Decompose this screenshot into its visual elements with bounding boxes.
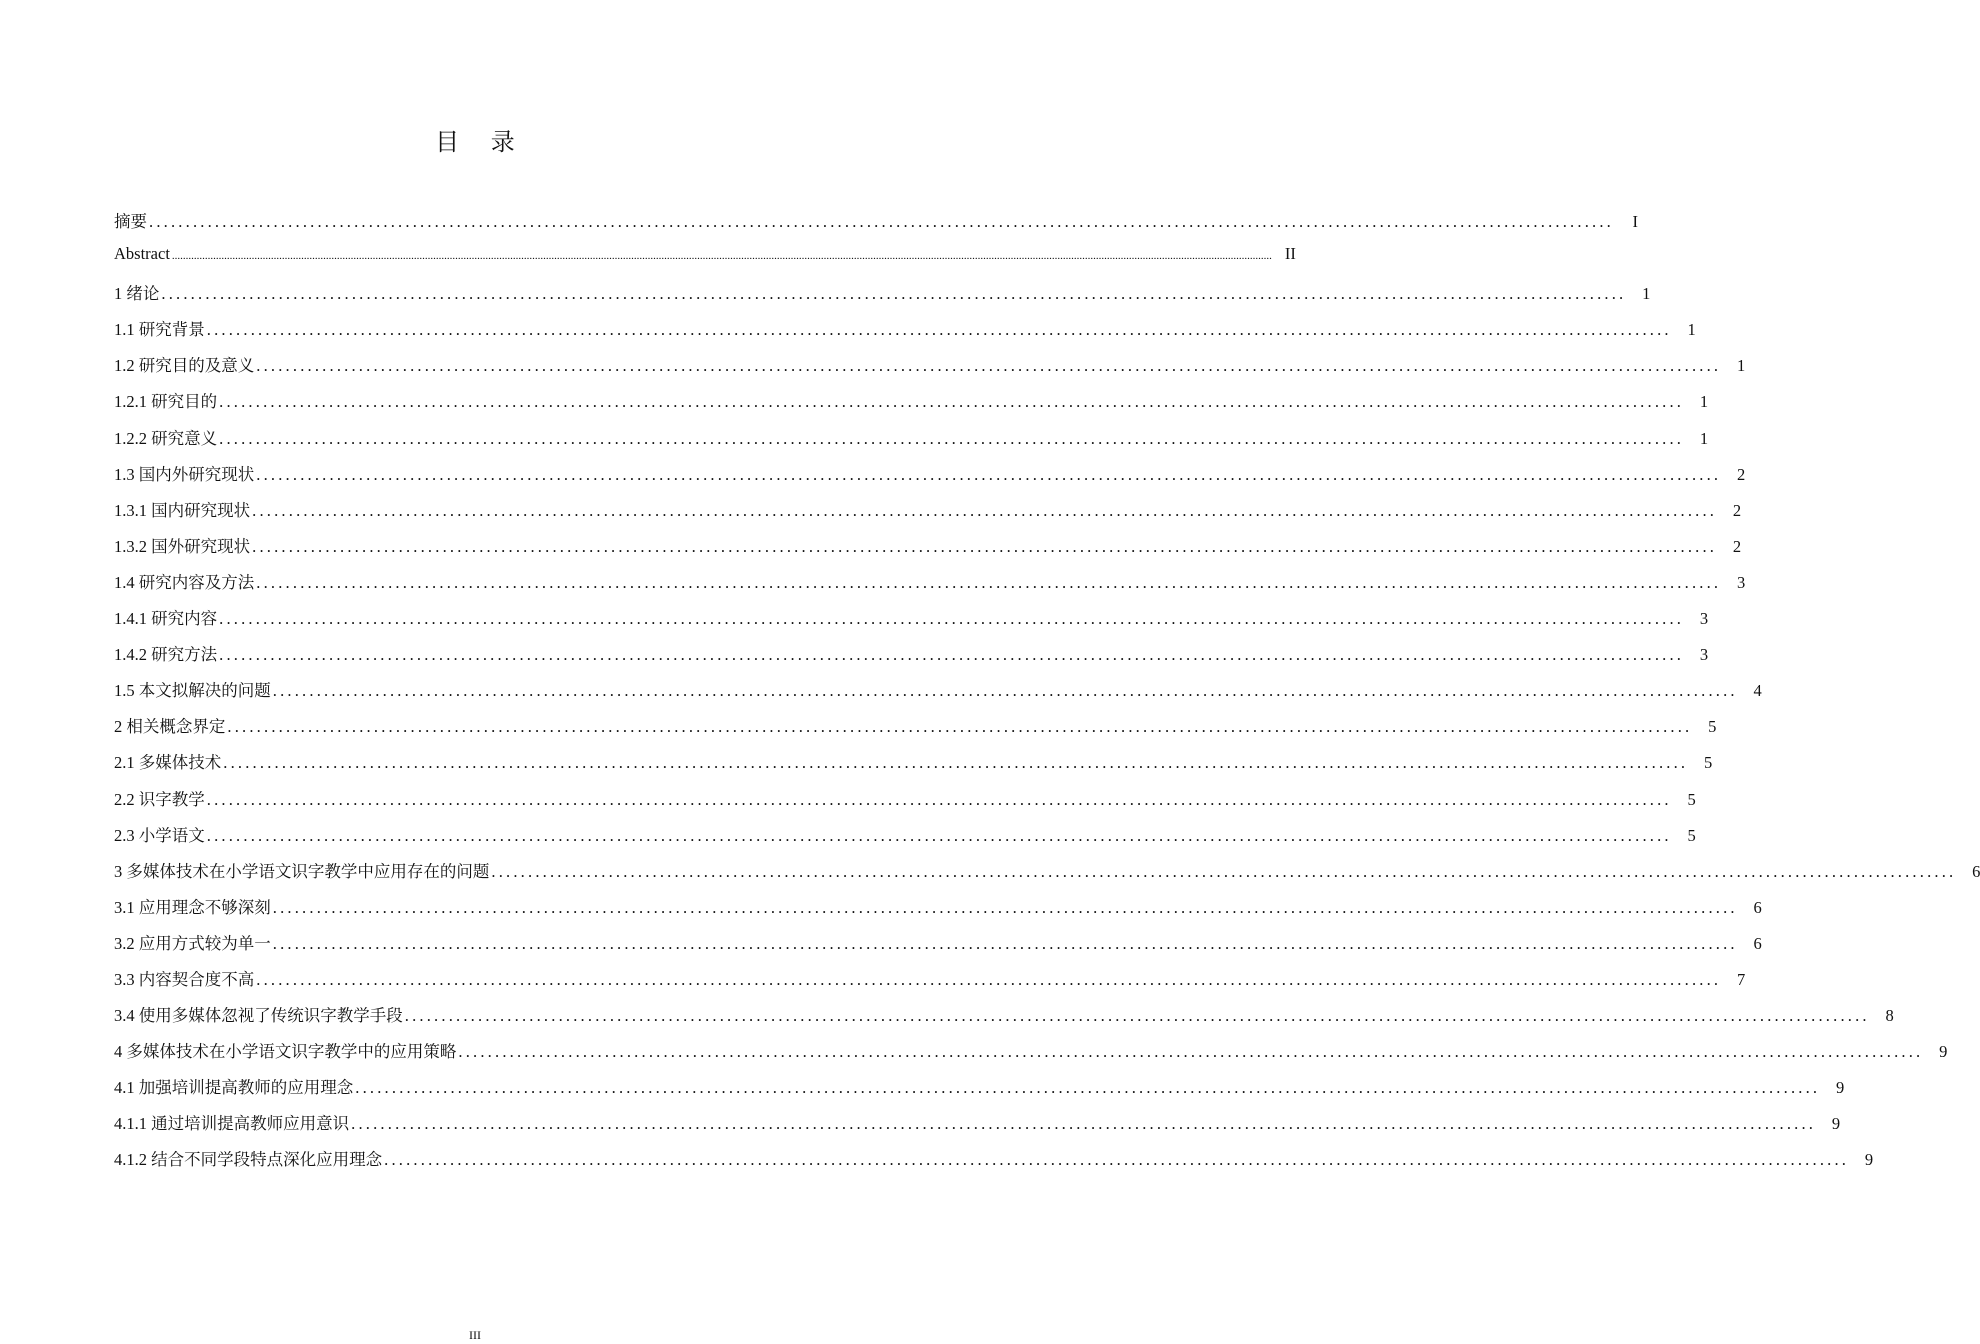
toc-entry-page-number: 1 [1699, 392, 1709, 412]
toc-dot-leader: ........................................................................................................................................................................................................ [206, 789, 1672, 809]
toc-entry-page-number: 5 [1687, 789, 1696, 809]
toc-list [114, 208, 1980, 1183]
toc-entry[interactable] [114, 208, 1638, 244]
toc-entry-page-number: 7 [1737, 969, 1746, 989]
toc-dot-leader: ................................................................................................................................................................................................................................................................................................................................................................................................................ [171, 250, 1272, 263]
toc-dot-leader: ........................................................................................................................................................................................................ [256, 969, 1722, 989]
toc-entry[interactable] [114, 388, 1709, 424]
toc-entry-label: 3 多媒体技术在小学语文识字教学中应用存在的问题 [114, 861, 490, 881]
toc-entry-page-number: 2 [1732, 536, 1742, 556]
toc-dot-leader: ........................................................................................................................................................................................................ [256, 356, 1722, 376]
toc-entry[interactable] [114, 533, 1742, 569]
toc-dot-leader: ........................................................................................................................................................................................................ [227, 717, 1693, 737]
toc-title: 目 录 [435, 128, 527, 156]
toc-entry-label: 摘要 [114, 212, 147, 231]
toc-entry-label: 1.2 研究目的及意义 [114, 356, 255, 376]
toc-entry-label: 2.3 小学语文 [114, 825, 205, 845]
toc-entry-page-number: 1 [1699, 428, 1709, 448]
toc-entry-page-number: 3 [1699, 609, 1709, 629]
toc-entry-label: 1.3.1 国内研究现状 [114, 500, 251, 520]
toc-entry-page-number: 9 [1831, 1114, 1841, 1134]
toc-dot-leader: ........................................................................................................................................................................................................ [351, 1114, 1817, 1134]
toc-entry[interactable] [114, 316, 1696, 352]
toc-entry[interactable] [114, 713, 1717, 749]
toc-entry[interactable] [114, 605, 1709, 641]
toc-entry-label: 3.4 使用多媒体忽视了传统识字教学手段 [114, 1006, 403, 1026]
toc-entry-page-number: 5 [1687, 825, 1696, 845]
toc-entry-label: Abstract [114, 244, 170, 264]
toc-entry-label: 2.1 多媒体技术 [114, 753, 222, 773]
toc-entry-page-number: II [1284, 244, 1296, 264]
toc-entry[interactable] [114, 497, 1742, 533]
toc-entry-label: 2 相关概念界定 [114, 717, 226, 737]
toc-entry-label: 3.2 应用方式较为单一 [114, 933, 271, 953]
toc-entry-label: 1.2.2 研究意义 [114, 428, 218, 448]
toc-entry-page-number: 1 [1687, 320, 1696, 340]
toc-dot-leader: ........................................................................................................................................................................................................ [206, 825, 1672, 845]
toc-entry-page-number: 6 [1753, 933, 1762, 953]
toc-dot-leader: ........................................................................................................................................................................................................ [272, 897, 1738, 917]
toc-entry[interactable] [114, 749, 1713, 785]
toc-entry-page-number: 9 [1939, 1042, 1948, 1062]
toc-entry[interactable] [114, 1146, 1874, 1182]
toc-dot-leader: ........................................................................................................................................................................................................ [219, 609, 1685, 629]
toc-entry-page-number: 9 [1836, 1078, 1845, 1098]
toc-entry-label: 4.1.1 通过培训提高教师应用意识 [114, 1114, 350, 1134]
toc-entry[interactable] [114, 461, 1746, 497]
toc-entry-page-number: 6 [1753, 897, 1762, 917]
toc-dot-leader: ........................................................................................................................................................................................................ [355, 1078, 1821, 1098]
toc-entry-page-number: I [1632, 212, 1638, 231]
toc-entry[interactable] [114, 930, 1762, 966]
toc-dot-leader: ........................................................................................................................................................................................................ [219, 645, 1685, 665]
toc-entry-page-number: 1 [1642, 284, 1651, 304]
toc-dot-leader: ........................................................................................................................................................................................................ [384, 1150, 1850, 1170]
toc-entry[interactable] [114, 1110, 1841, 1146]
toc-dot-leader: ........................................................................................................................................................................................................ [223, 753, 1689, 773]
toc-entry-label: 4.1 加强培训提高教师的应用理念 [114, 1078, 354, 1098]
toc-entry[interactable] [114, 280, 1651, 316]
toc-entry-page-number: 1 [1737, 356, 1746, 376]
toc-entry[interactable] [114, 244, 1296, 280]
toc-entry[interactable] [114, 894, 1762, 930]
toc-dot-leader: ........................................................................................................................................................................................................ [256, 464, 1722, 484]
toc-entry-page-number: 8 [1885, 1006, 1894, 1026]
toc-dot-leader: ........................................................................................................................................................................................................ [149, 212, 1614, 231]
toc-entry-label: 3.1 应用理念不够深刻 [114, 897, 271, 917]
toc-entry[interactable] [114, 425, 1709, 461]
toc-dot-leader: ........................................................................................................................................................................................................ [256, 572, 1722, 592]
toc-entry[interactable] [114, 966, 1746, 1002]
toc-entry-page-number: 4 [1753, 681, 1762, 701]
toc-entry-page-number: 5 [1704, 753, 1713, 773]
toc-dot-leader: ........................................................................................................................................................................................................ [161, 284, 1627, 304]
toc-entry-label: 4 多媒体技术在小学语文识字教学中的应用策略 [114, 1042, 457, 1062]
toc-entry-label: 1.4.2 研究方法 [114, 645, 218, 665]
toc-dot-leader: ........................................................................................................................................................................................................ [219, 392, 1685, 412]
toc-entry[interactable] [114, 858, 1980, 894]
toc-entry-page-number: 2 [1737, 464, 1746, 484]
toc-entry-label: 1.4.1 研究内容 [114, 609, 218, 629]
toc-dot-leader: ........................................................................................................................................................................................................ [219, 428, 1685, 448]
toc-dot-leader: ........................................................................................................................................................................................................ [272, 933, 1738, 953]
toc-entry[interactable] [114, 569, 1746, 605]
toc-entry[interactable] [114, 786, 1696, 822]
footer-page-number: III [469, 1328, 481, 1342]
toc-entry-label: 1.4 研究内容及方法 [114, 572, 255, 592]
toc-entry[interactable] [114, 641, 1709, 677]
toc-entry-label: 1.3.2 国外研究现状 [114, 536, 251, 556]
toc-entry[interactable] [114, 1038, 1948, 1074]
toc-entry-label: 2.2 识字教学 [114, 789, 205, 809]
toc-dot-leader: ........................................................................................................................................................................................................ [252, 536, 1718, 556]
toc-entry[interactable] [114, 822, 1696, 858]
toc-entry-page-number: 3 [1699, 645, 1709, 665]
toc-entry-label: 4.1.2 结合不同学段特点深化应用理念 [114, 1150, 383, 1170]
toc-entry-label: 1.3 国内外研究现状 [114, 464, 255, 484]
toc-entry-label: 1.5 本文拟解决的问题 [114, 681, 271, 701]
toc-dot-leader: ........................................................................................................................................................................................................ [272, 681, 1738, 701]
toc-entry[interactable] [114, 1074, 1845, 1110]
toc-entry-page-number: 5 [1708, 717, 1717, 737]
toc-entry-page-number: 3 [1737, 572, 1746, 592]
toc-dot-leader: ........................................................................................................................................................................................................ [206, 320, 1672, 340]
toc-entry-label: 1 绪论 [114, 284, 160, 304]
toc-dot-leader: ........................................................................................................................................................................................................ [404, 1006, 1870, 1026]
toc-entry-page-number: 6 [1972, 861, 1980, 881]
toc-entry[interactable] [114, 352, 1746, 388]
toc-entry-label: 1.2.1 研究目的 [114, 392, 218, 412]
toc-entry[interactable] [114, 1002, 1894, 1038]
toc-dot-leader: ........................................................................................................................................................................................................ [458, 1042, 1924, 1062]
toc-dot-leader: ........................................................................................................................................................................................................ [252, 500, 1718, 520]
toc-entry-page-number: 9 [1864, 1150, 1874, 1170]
toc-entry-label: 1.1 研究背景 [114, 320, 205, 340]
toc-dot-leader: ........................................................................................................................................................................................................ [491, 861, 1957, 881]
toc-entry[interactable] [114, 677, 1762, 713]
toc-entry-label: 3.3 内容契合度不高 [114, 969, 255, 989]
toc-entry-page-number: 2 [1732, 500, 1742, 520]
